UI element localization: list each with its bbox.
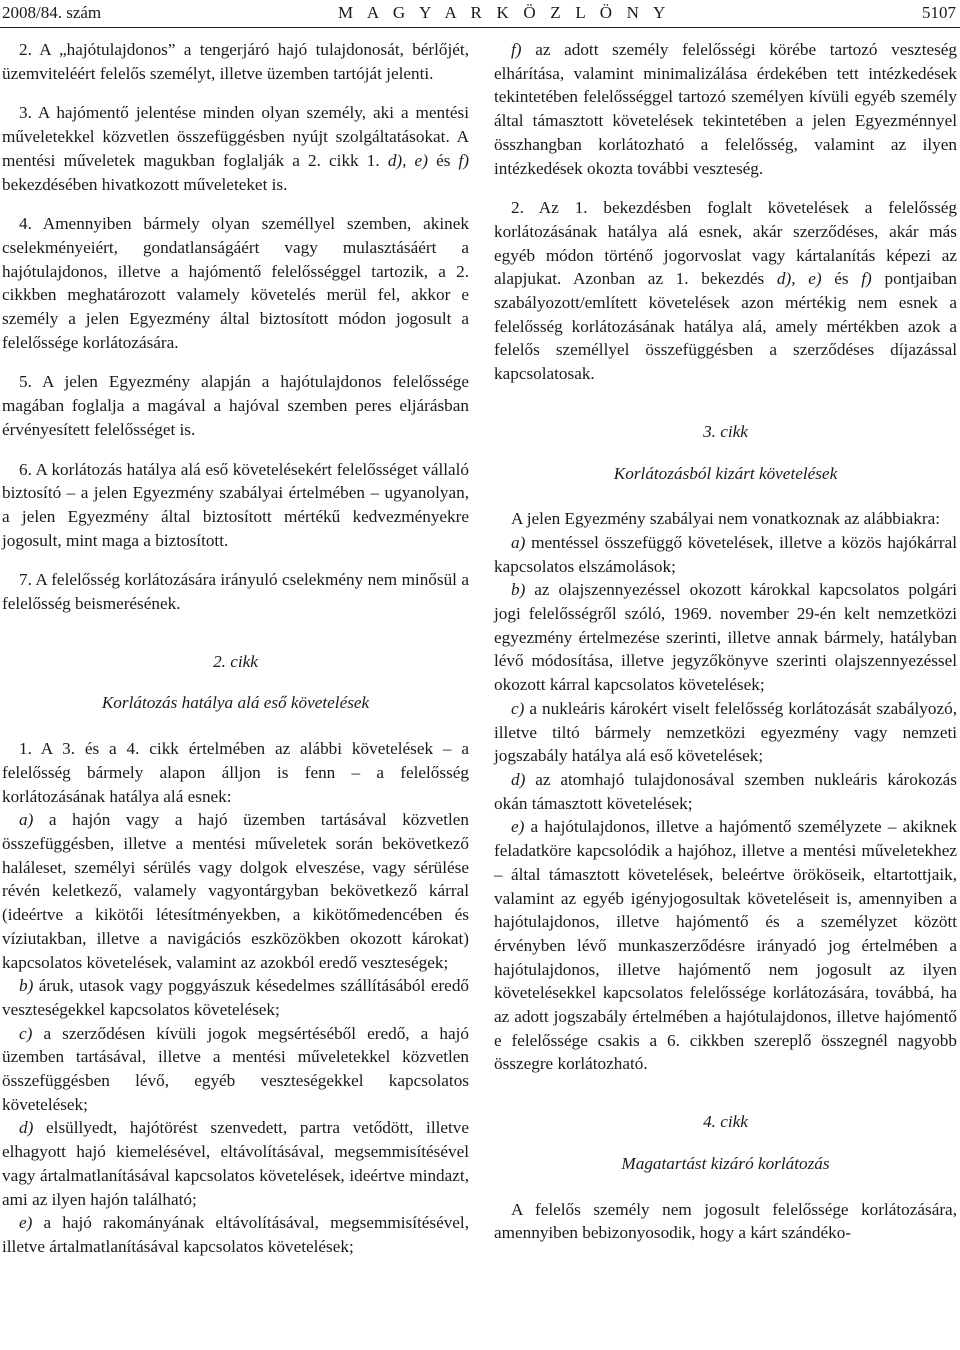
paragraph: 2. Az 1. bekezdésben foglalt követelések a felelősség korlátozásának hatálya alá esnek, akár szerződéses, akár más egyéb módon történő jogorvoslat vagy kártalanítás képezi az alapjukat. Azonban az 1. bekezdés d), e) és f) pontjaiban szabályozott/említett követelések azon mértékig nem esnek a felelősség korlátozásának hatálya alá, amely mértékben azok a felelős személlyel összefüggésben a szerződéses díjazással kapcsolatosak.: [494, 198, 958, 384]
paragraph: A felelős személy nem jogosult felelőssége korlátozására, amennyiben bebizonyosodik, hogy a kárt szándéko-: [494, 1199, 957, 1243]
paragraph: A jelen Egyezmény szabályai nem vonatkoznak az alábbiakra:: [511, 509, 941, 529]
article-title: Magatartást kizáró korlátozás: [621, 1153, 830, 1173]
list-item: c) a nukleáris károkért viselt felelősség korlátozását szabályozó, illetve tiltó bármely nemzetközi egyezmény vagy nemzeti jogszabály hatálya alá eső követelések;: [494, 698, 957, 766]
issue-number: 2008/84. szám: [2, 3, 102, 22]
list-item: d) elsüllyedt, hajótörést szenvedett, partra vetődött, illetve elhagyott hajó kiemelésével, eltávolításával, megsemmisítésével vagy ártalmatlanításával kapcsolatos követelések, ideértve mindazt, ami az ilyen hajón található;: [2, 1118, 469, 1209]
article-title: Korlátozásból kizárt követelések: [613, 463, 838, 483]
left-column: [2, 38, 469, 1259]
journal-title: M A G Y A R K Ö Z L Ö N Y: [338, 3, 671, 22]
page-number: 5107: [922, 3, 956, 22]
list-item: b) az olajszennyezéssel okozott károkkal kapcsolatos polgári jogi felelősségről szóló, 1969. november 29-én kelt nemzetközi egyezmény értelmezése szerinti, illetve annak bármely, hatályban lévő módosítása, illetve jegyzőkönyve szerinti olajszennyezéssel okozott kárral kapcsolatos követelések;: [494, 580, 958, 695]
paragraph: 7. A felelősség korlátozására irányuló cselekmény nem minősül a felelősség beismerésének.: [2, 570, 469, 614]
paragraph: 2. A „hajótulajdonos” a tengerjáró hajó tulajdonosát, bérlőjét, üzemviteléért felelős személyt, illetve üzemben tartóját jelenti.: [2, 40, 469, 83]
list-item: f) az adott személy felelősségi körébe tartozó veszteség elhárítása, valamint minimalizálása érdekében tett intézkedések tekintetében felelősséggel tartozó személyen kívüli egyéb személy által támasztott követelések tekintetében a jelen Egyezménnyel összhangban korlátozható a felelősség, valamint az ilyen intézkedések okozta további veszteség.: [494, 40, 958, 178]
right-column: [494, 38, 957, 1245]
list-item: e) a hajótulajdonos, illetve a hajómentő személyzete – akiknek feladatköre kapcsolódik a hajóhoz, illetve a mentési műveletekhez – által támasztott követelések, beleértve örököseik, eltartottjaik, valamint az egyéb igényjogosultak követeléseit is, amennyiben a hajótulajdonos, illetve hajómentő és a személyzet között érvényben lévő munkaszerződésre irányadó jog értelmében a hajótulajdonos, illetve hajómentő nem jogosult az ilyen követelésekkel kapcsolatos felelőssége korlátozására, továbbá, ha az adott jogszabály értelmében a hajótulajdonos, illetve hajómentő e felelőssége csakis a 6. cikkben szereplő összegnél nagyobb összegre korlátozható.: [494, 817, 957, 1074]
list-item: c) a szerződésen kívüli jogok megsértéséből eredő, a hajó üzemben tartásával, illetve a mentési műveletekkel közvetlen összefüggésben lévő, egyéb veszteségekkel kapcsolatos követelések;: [2, 1023, 469, 1114]
paragraph: 4. Amennyiben bármely olyan személlyel szemben, akinek cselekményeiért, gondatlanságáért vagy mulasztásáért a hajótulajdonos, illetve a hajómentő felelősséggel tartozik, a 2. cikkben meghatározott valamely követelés merül fel, akkor e személy a jelen Egyezmény által biztosított módon jogosult a felelőssége korlátozására.: [2, 214, 469, 352]
list-item: e) a hajó rakományának eltávolításával, megsemmisítésével, illetve ártalmatlanításával kapcsolatos követelések;: [2, 1213, 469, 1256]
page-header: [0, 0, 960, 28]
article-number: 2. cikk: [213, 651, 258, 671]
paragraph: 3. A hajómentő jelentése minden olyan személy, aki a mentési műveletekkel közvetlen összefüggésben nyújt szolgáltatásokat. A mentési műveletek magukban foglalják a 2. cikk 1. d), e) és f) bekezdésében hivatkozott műveleteket is.: [2, 103, 470, 194]
list-item: d) az atomhajó tulajdonosával szemben nukleáris károkozás okán támasztott követelések;: [494, 769, 957, 813]
article-number: 3. cikk: [703, 421, 748, 441]
article-title: Korlátozás hatálya alá eső követelések: [101, 693, 370, 713]
paragraph: 1. A 3. és a 4. cikk értelmében az alábbi követelések – a felelősség bármely alapon álljon is fenn – a felelősség korlátozásának hatálya alá esnek:: [2, 739, 469, 806]
list-item: b) áruk, utasok vagy poggyászuk késedelmes szállításából eredő veszteségekkel kapcsolatos követelések;: [2, 976, 470, 1019]
list-item: a) a hajón vagy a hajó üzemben tartásával közvetlen összefüggésben, illetve a mentési műveletek során bekövetkező haláleset, személyi sérülés vagy dolgok elveszése, vagy sérülése révén keletkező, valamely vagyontárgyban bekövetkező kárral (ideértve a kikötői létesítményekben, a kikötőmedencében és víziutakban, illetve a navigációs eszközökben okozott károkat) kapcsolatos követelések, valamint az azokból eredő veszteségek;: [2, 810, 470, 972]
article-number: 4. cikk: [703, 1112, 748, 1132]
header-rule: [0, 27, 960, 28]
paragraph: 6. A korlátozás hatálya alá eső követelésekért felelősséget vállaló biztosító – a jelen Egyezmény szabályai értelmében – ugyanolyan, a jelen Egyezmény által biztosított mértékű kedvezményekre jogosult, mint maga a biztosított.: [2, 459, 469, 550]
list-item: a) mentéssel összefüggő követelések, illetve a közös hajókárral kapcsolatos elszámolások;: [494, 532, 957, 576]
paragraph: 5. A jelen Egyezmény alapján a hajótulajdonos felelőssége magában foglalja a magával a hajóval szemben peres eljárásban érvényesített felelősséget is.: [2, 372, 469, 439]
